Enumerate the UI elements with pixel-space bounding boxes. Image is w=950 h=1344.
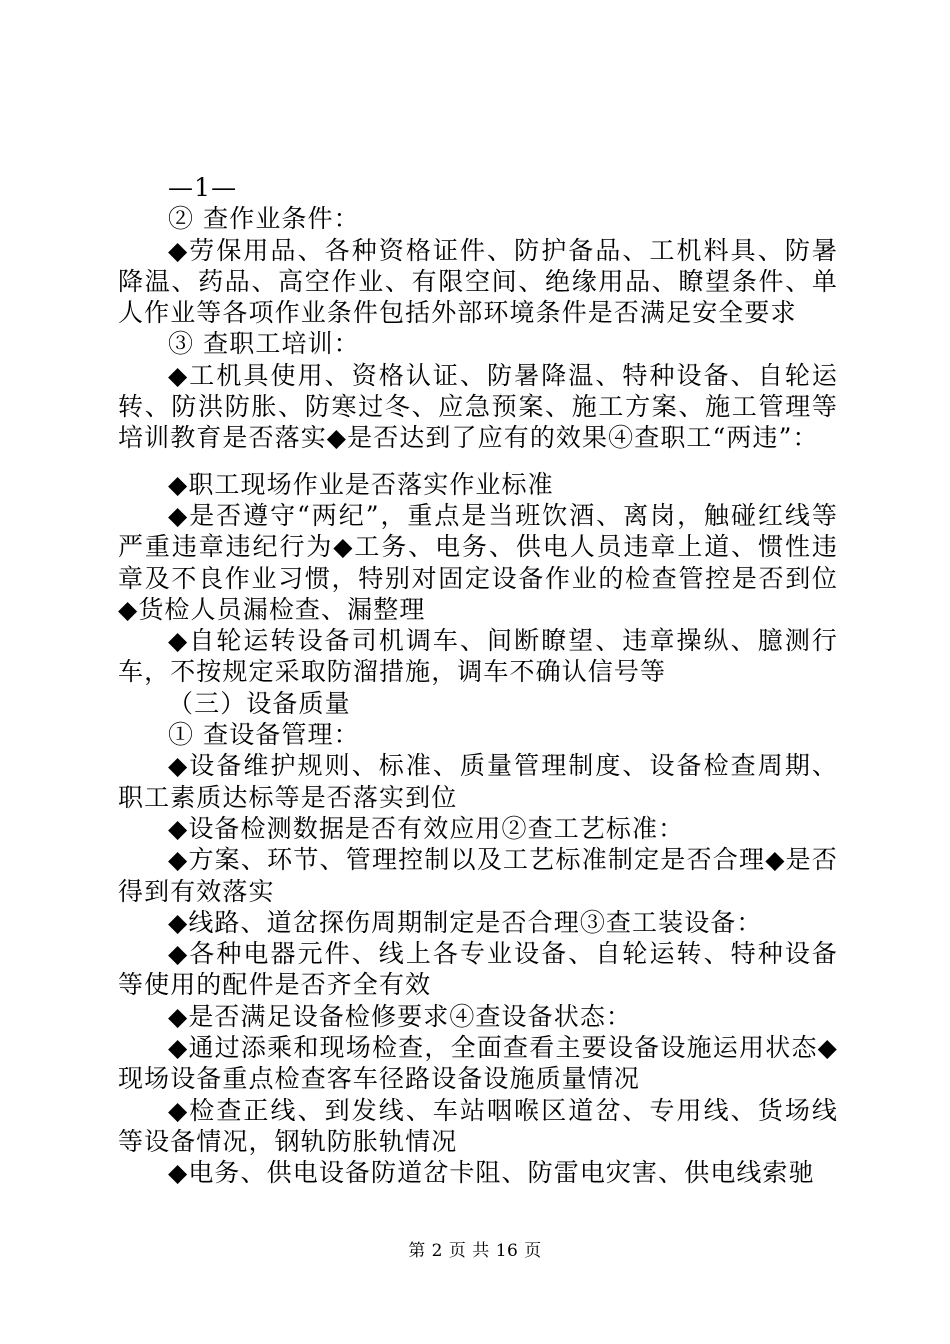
bullet-paragraph: ◆各种电器元件、线上各专业设备、自轮运转、特种设备等使用的配件是否齐全有效	[118, 939, 838, 1000]
section-heading: ③ 查职工培训：	[168, 329, 360, 359]
bullet-paragraph: ◆自轮运转设备司机调车、间断瞭望、违章操纵、臆测行车，不按规定采取防溜措施，调车不确认信号等	[118, 626, 838, 687]
bullet-paragraph: ◆职工现场作业是否落实作业标准	[168, 469, 554, 499]
page-footer: 第 2 页 共 16 页	[408, 1241, 542, 1261]
bullet-paragraph: ◆通过添乘和现场检查，全面查看主要设备设施运用状态◆现场设备重点检查客车径路设备设施质量情况	[118, 1033, 838, 1094]
bullet-paragraph: ◆劳保用品、各种资格证件、防护备品、工机料具、防暑降温、药品、高空作业、有限空间、绝缘用品、瞭望条件、单人作业等各项作业条件包括外部环境条件是否满足安全要求	[118, 235, 838, 328]
bullet-paragraph: ◆检查正线、到发线、车站咽喉区道岔、专用线、货场线等设备情况，钢轨防胀轨情况	[118, 1095, 838, 1156]
page-number-marker: —1—	[168, 173, 238, 202]
bullet-paragraph: ◆设备检测数据是否有效应用②查工艺标准：	[168, 813, 685, 843]
section-heading: ② 查作业条件：	[168, 204, 360, 234]
bullet-paragraph: ◆工机具使用、资格认证、防暑降温、特种设备、自轮运转、防洪防胀、防寒过冬、应急预案、施工方案、施工管理等培训教育是否落实◆是否达到了应有的效果④查职工“两违”：	[118, 360, 838, 453]
bullet-paragraph: ◆方案、环节、管理控制以及工艺标准制定是否合理◆是否得到有效落实	[118, 845, 838, 906]
document-body	[118, 172, 838, 1189]
section-heading: ① 查设备管理：	[168, 720, 360, 750]
bullet-paragraph: ◆电务、供电设备防道岔卡阻、防雷电灾害、供电线索驰	[168, 1158, 815, 1188]
bullet-paragraph: ◆设备维护规则、标准、质量管理制度、设备检查周期、职工素质达标等是否落实到位	[118, 751, 838, 812]
bullet-paragraph: ◆是否满足设备检修要求④查设备状态：	[168, 1001, 633, 1031]
bullet-paragraph: ◆线路、道岔探伤周期制定是否合理③查工装设备：	[168, 907, 763, 937]
bullet-paragraph: ◆是否遵守“两纪”，重点是当班饮酒、离岗，触碰红线等严重违章违纪行为◆工务、电务、供电人员违章上道、惯性违章及不良作业习惯，特别对固定设备作业的检查管控是否到位◆货检人员漏检查、漏整理	[118, 500, 838, 624]
section-heading: （三）设备质量	[168, 688, 351, 718]
